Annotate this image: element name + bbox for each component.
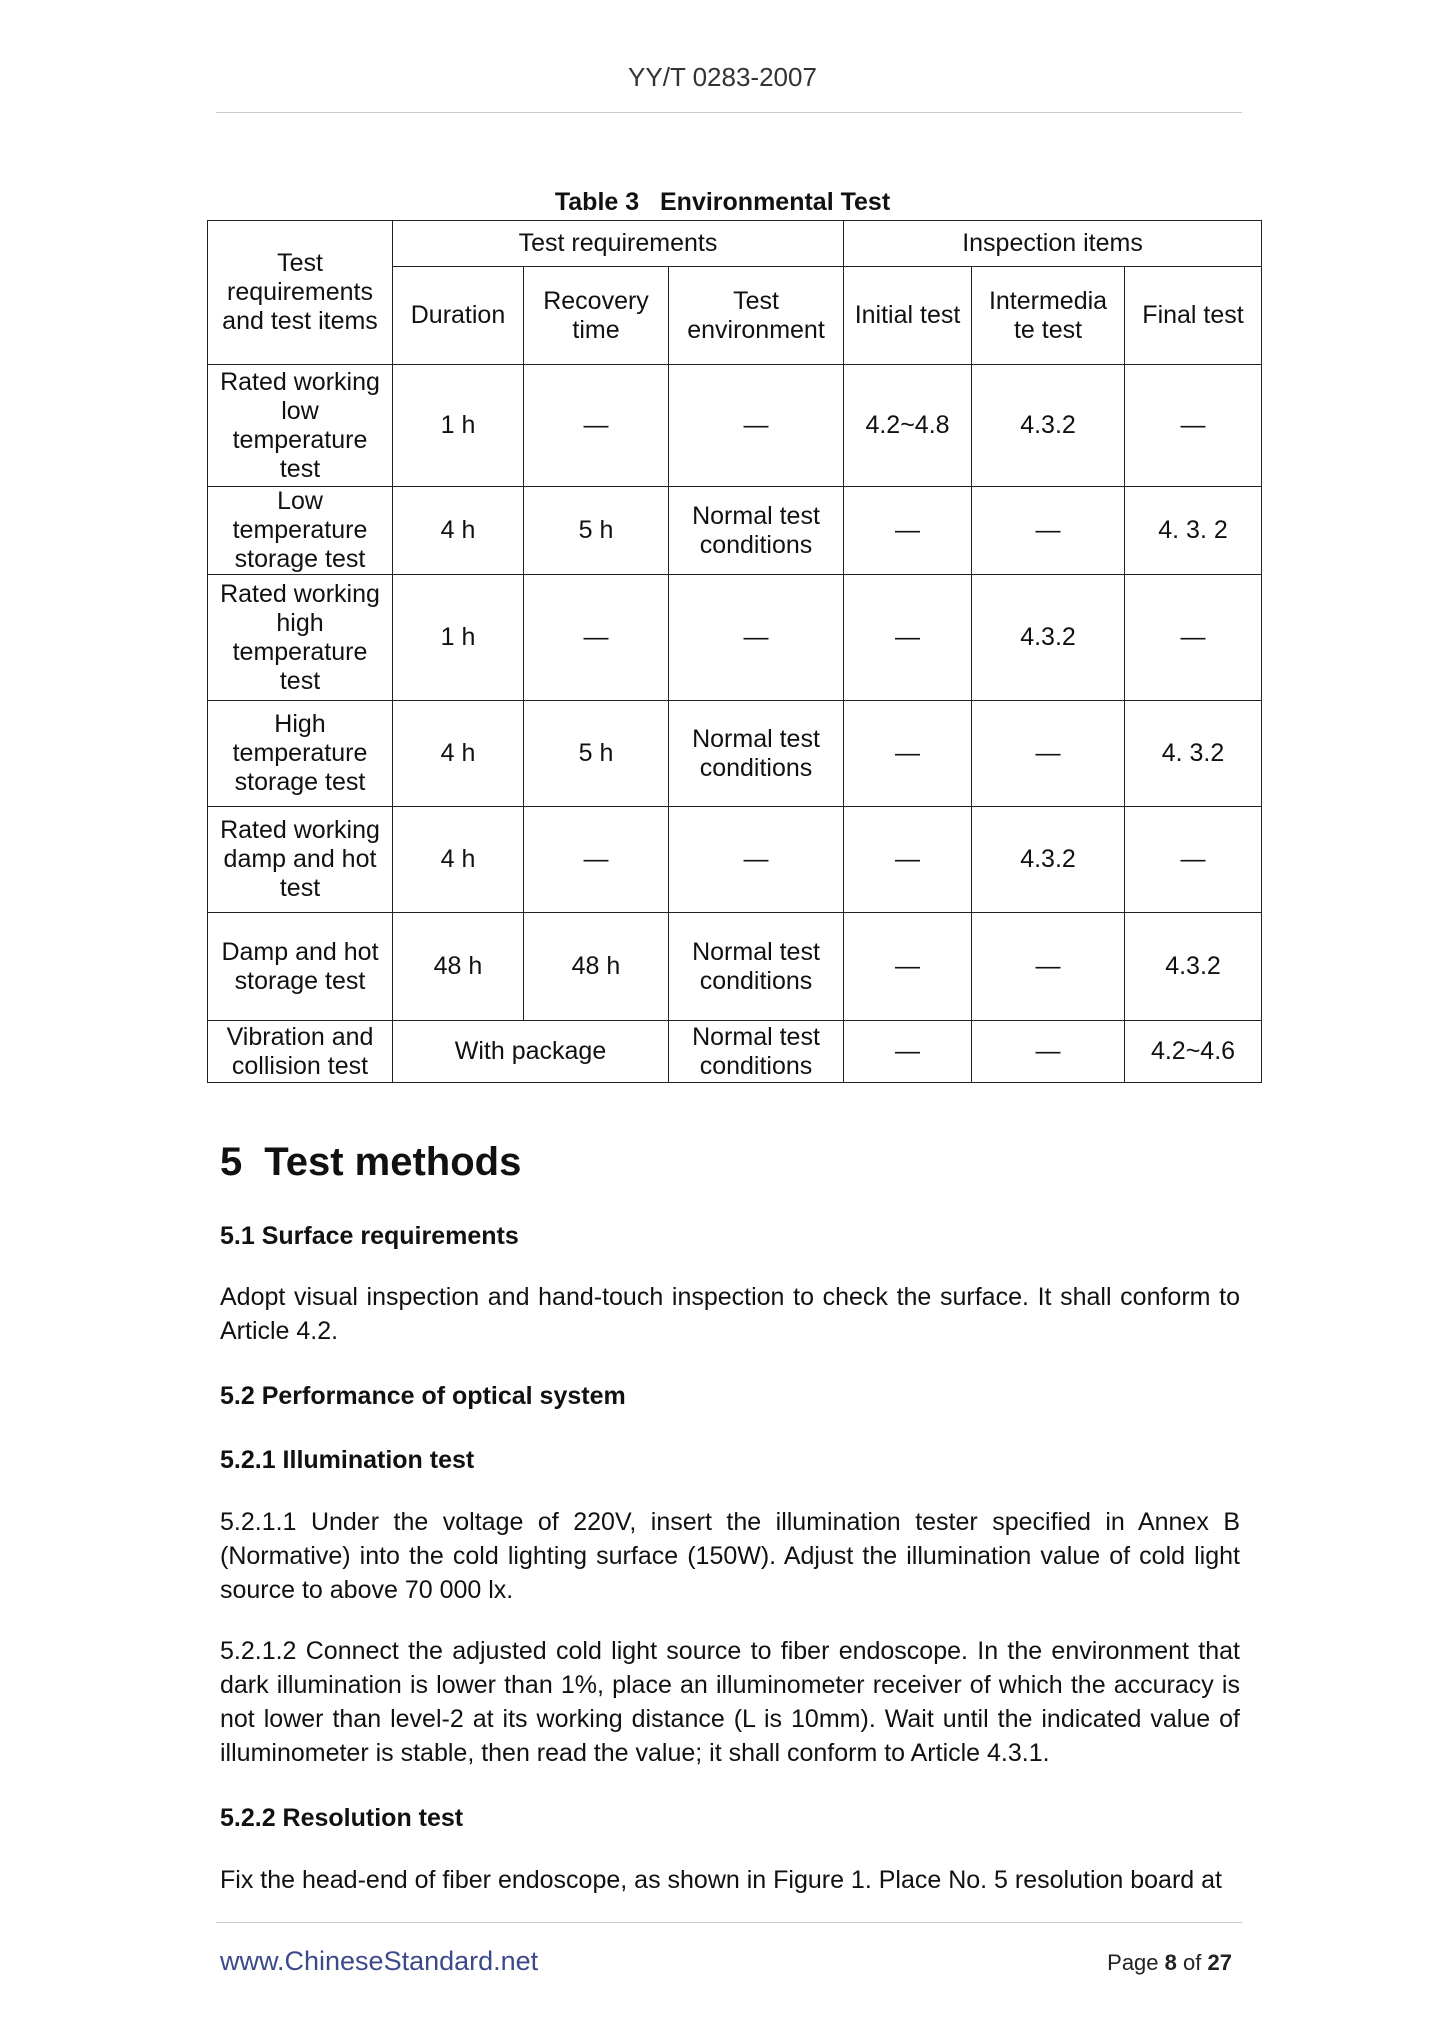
page-indicator xyxy=(1000,1950,1232,1976)
header-test-requirements: Test requirements xyxy=(393,221,844,267)
table-row xyxy=(208,1021,1262,1083)
cell-environment: Normal test conditions xyxy=(669,1021,844,1083)
environmental-test-table xyxy=(207,220,1262,1083)
cell-final: 4. 3.2 xyxy=(1125,701,1262,807)
cell-final: 4.2~4.6 xyxy=(1125,1021,1262,1083)
cell-intermediate: — xyxy=(972,701,1125,807)
subsection-heading-5-2: 5.2 Performance of optical system xyxy=(220,1382,626,1410)
cell-recovery: — xyxy=(524,365,669,487)
header-recovery-time: Recovery time xyxy=(524,267,669,365)
cell-environment: Normal test conditions xyxy=(669,913,844,1021)
cell-item: Rated working damp and hot test xyxy=(208,807,393,913)
cell-recovery: 5 h xyxy=(524,487,669,575)
paragraph-5-2-1-1: 5.2.1.1 Under the voltage of 220V, insert the illumination tester specified in Annex B (Normative) into the cold lighting surface (150W). Adjust the illumination value of cold light source to above 70 000 lx. xyxy=(220,1508,1240,1604)
cell-item: Damp and hot storage test xyxy=(208,913,393,1021)
header-items: Test requirements and test items xyxy=(208,221,393,365)
paragraph-5-2-2: Fix the head-end of fiber endoscope, as shown in Figure 1. Place No. 5 resolution board at xyxy=(220,1866,1222,1894)
cell-recovery: 5 h xyxy=(524,701,669,807)
page-of: of xyxy=(1183,1950,1202,1975)
footer-divider xyxy=(216,1922,1242,1923)
header-initial-test: Initial test xyxy=(844,267,972,365)
cell-intermediate: 4.3.2 xyxy=(972,807,1125,913)
cell-item: Low temperature storage test xyxy=(208,487,393,575)
cell-final: — xyxy=(1125,575,1262,701)
subsection-heading-5-2-2: 5.2.2 Resolution test xyxy=(220,1804,464,1832)
table-row xyxy=(208,913,1262,1021)
cell-intermediate: — xyxy=(972,1021,1125,1083)
page-current: 8 xyxy=(1164,1950,1177,1975)
cell-intermediate: — xyxy=(972,487,1125,575)
cell-duration: 4 h xyxy=(393,487,524,575)
cell-recovery: — xyxy=(524,807,669,913)
cell-initial: — xyxy=(844,913,972,1021)
subsection-heading-5-1: 5.1 Surface requirements xyxy=(220,1222,519,1250)
section-heading xyxy=(220,1140,521,1185)
cell-initial: — xyxy=(844,487,972,575)
table-row xyxy=(208,575,1262,701)
table-number: Table 3 xyxy=(554,188,640,216)
cell-recovery: — xyxy=(524,575,669,701)
document-code-header: YY/T 0283-2007 xyxy=(628,62,817,92)
cell-duration: 1 h xyxy=(393,365,524,487)
cell-final: — xyxy=(1125,807,1262,913)
table-row xyxy=(208,701,1262,807)
cell-environment: Normal test conditions xyxy=(669,701,844,807)
header-test-environment: Test environment xyxy=(669,267,844,365)
paragraph-5-1: Adopt visual inspection and hand-touch inspection to check the surface. It shall conform to Article 4.2. xyxy=(220,1283,1240,1345)
cell-duration-recovery: With package xyxy=(393,1021,669,1083)
cell-item: Rated working high temperature test xyxy=(208,575,393,701)
table-title: Environmental Test xyxy=(660,188,891,216)
cell-environment: — xyxy=(669,807,844,913)
table-caption xyxy=(0,188,1445,217)
cell-duration: 48 h xyxy=(393,913,524,1021)
cell-final: 4.3.2 xyxy=(1125,913,1262,1021)
section-number: 5 xyxy=(220,1140,243,1184)
header-divider xyxy=(216,112,1242,113)
cell-item: Rated working low temperature test xyxy=(208,365,393,487)
table-row xyxy=(208,487,1262,575)
header-intermediate-test: Intermedia te test xyxy=(972,267,1125,365)
cell-initial: — xyxy=(844,1021,972,1083)
cell-recovery: 48 h xyxy=(524,913,669,1021)
cell-item: Vibration and collision test xyxy=(208,1021,393,1083)
cell-final: 4. 3. 2 xyxy=(1125,487,1262,575)
header-inspection-items: Inspection items xyxy=(844,221,1262,267)
header-final-test: Final test xyxy=(1125,267,1262,365)
cell-duration: 4 h xyxy=(393,701,524,807)
cell-final: — xyxy=(1125,365,1262,487)
cell-initial: — xyxy=(844,807,972,913)
cell-duration: 4 h xyxy=(393,807,524,913)
paragraph-5-2-1-2: 5.2.1.2 Connect the adjusted cold light source to fiber endoscope. In the environment that dark illumination is lower than 1%, place an illuminometer receiver of which the accuracy is not lower than level-2 at its working distance (L is 10mm). Wait until the indicated value of illuminometer is stable, then read the value; it shall conform to Article 4.3.1. xyxy=(220,1637,1240,1767)
cell-environment: — xyxy=(669,575,844,701)
cell-intermediate: 4.3.2 xyxy=(972,365,1125,487)
page-total: 27 xyxy=(1207,1950,1232,1975)
cell-initial: 4.2~4.8 xyxy=(844,365,972,487)
cell-duration: 1 h xyxy=(393,575,524,701)
page-label: Page xyxy=(1107,1950,1159,1975)
cell-environment: — xyxy=(669,365,844,487)
subsection-heading-5-2-1: 5.2.1 Illumination test xyxy=(220,1446,475,1474)
cell-initial: — xyxy=(844,575,972,701)
cell-intermediate: — xyxy=(972,913,1125,1021)
cell-item: High temperature storage test xyxy=(208,701,393,807)
section-title: Test methods xyxy=(264,1140,522,1184)
cell-intermediate: 4.3.2 xyxy=(972,575,1125,701)
cell-environment: Normal test conditions xyxy=(669,487,844,575)
table-row xyxy=(208,365,1262,487)
table-row xyxy=(208,807,1262,913)
website-link[interactable]: www.ChineseStandard.net xyxy=(220,1946,539,1976)
header-duration: Duration xyxy=(393,267,524,365)
cell-initial: — xyxy=(844,701,972,807)
